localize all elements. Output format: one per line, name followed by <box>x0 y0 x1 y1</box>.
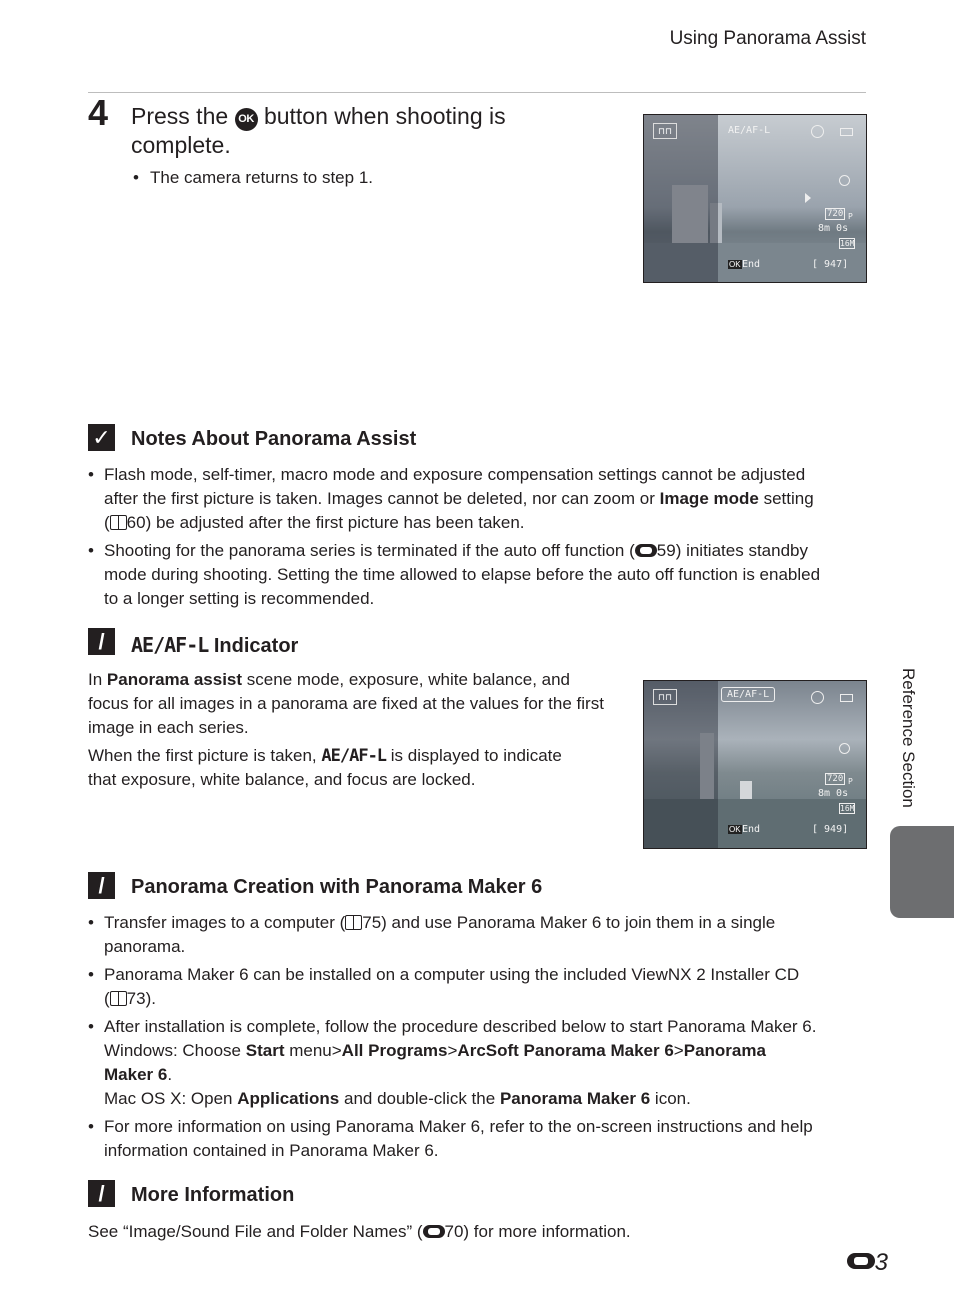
reference-icon <box>423 1225 445 1238</box>
running-header: Using Panorama Assist <box>669 28 866 49</box>
aeaf-title: AE/AF-L Indicator <box>131 633 299 657</box>
battery-icon <box>840 128 853 136</box>
list-item: • For more information on using Panorama Maker 6, refer to the on-screen instructions and help information contained in Panorama Maker 6. <box>88 1115 878 1163</box>
pencil-icon: / <box>88 872 115 899</box>
exposure-count: [ 947] <box>812 259 849 270</box>
reference-icon <box>635 544 657 557</box>
step-instruction <box>131 102 571 160</box>
camera-screen-1 <box>643 114 867 283</box>
maker-title: Panorama Creation with Panorama Maker 6 <box>131 876 543 898</box>
maker-list <box>88 911 878 1167</box>
list-item: • Panorama Maker 6 can be installed on a computer using the included ViewNX 2 Installer CD ( 73). <box>88 963 878 1011</box>
book-icon <box>345 915 362 930</box>
remaining-time: 8m 0s <box>818 788 849 799</box>
video-mode-badge: 720 <box>827 209 844 219</box>
book-icon <box>110 515 127 530</box>
step-bullet-text: The camera returns to step 1. <box>150 168 373 187</box>
notes-list <box>88 463 878 615</box>
pencil-icon: / <box>88 1180 115 1207</box>
step-bullet: • The camera returns to step 1. <box>133 168 373 187</box>
pan-direction-icon <box>805 193 811 203</box>
check-icon: ✓ <box>88 424 115 451</box>
panorama-icon: ⊓⊓ <box>653 689 677 705</box>
list-item: • Flash mode, self-timer, macro mode and exposure compensation settings cannot be adjusted after the first picture is taken. Images cannot be deleted, nor can zoom or Image mode setting ( 60) be adjusted after the first picture has been taken. <box>88 463 878 535</box>
ok-icon: OK <box>729 825 741 834</box>
video-mode-suffix: P <box>848 777 853 786</box>
reference-icon <box>847 1253 875 1269</box>
vibration-icon <box>839 743 850 754</box>
image-size-badge: 16M <box>840 239 855 248</box>
exposure-count: [ 949] <box>812 824 849 835</box>
ok-icon: OK <box>729 260 741 269</box>
section-tab-label: Reference Section <box>899 668 918 808</box>
video-mode-suffix: P <box>848 212 853 221</box>
remaining-time: 8m 0s <box>818 223 849 234</box>
header-divider <box>88 92 866 93</box>
flash-icon <box>811 691 824 704</box>
aeaf-indicator: AE/AF-L <box>721 687 775 702</box>
section-tab <box>890 826 954 918</box>
list-item: • Shooting for the panorama series is terminated if the auto off function ( 59) initiates standby mode during shooting. Setting the time allowed to elapse before the auto off function is enabled to a longer setting is recommended. <box>88 539 878 611</box>
battery-icon <box>840 694 853 702</box>
more-info-title: More Information <box>131 1184 295 1206</box>
notes-title: Notes About Panorama Assist <box>131 428 417 450</box>
camera-screen-2 <box>643 680 867 849</box>
end-label: End <box>742 259 761 270</box>
step-text-before: Press the <box>131 103 229 129</box>
step-text-after: button when shooting is complete. <box>131 103 506 158</box>
pencil-icon: / <box>88 628 115 655</box>
image-size-badge: 16M <box>840 804 855 813</box>
flash-icon <box>811 125 824 138</box>
step-number: 4 <box>88 92 109 133</box>
panorama-icon: ⊓⊓ <box>653 123 677 139</box>
vibration-icon <box>839 175 850 186</box>
aeaf-glyph: AE/AF-L <box>131 633 209 657</box>
video-mode-badge: 720 <box>827 774 844 784</box>
list-item: • After installation is complete, follow the procedure described below to start Panorama Maker 6. Windows: Choose Start menu>All Programs>ArcSoft Panorama Maker 6>Panorama Maker 6. Mac OS X: Open Applications and double-click the Panorama Maker 6 icon. <box>88 1015 878 1111</box>
aeaf-body: In Panorama assist scene mode, exposure, white balance, and focus for all images in a panorama are fixed at the values for the first image in each series. When the first picture is taken, AE/AF-L is displayed to indicate that exposure, white balance, and focus are locked. <box>88 670 604 789</box>
more-info-text: See “Image/Sound File and Folder Names” ( 70) for more information. <box>88 1222 631 1241</box>
end-label: End <box>742 824 761 835</box>
aeaf-glyph: AE/AF-L <box>321 746 387 766</box>
ok-button-icon: OK <box>235 108 258 131</box>
list-item: • Transfer images to a computer ( 75) and use Panorama Maker 6 to join them in a single panorama. <box>88 911 878 959</box>
book-icon <box>110 991 127 1006</box>
aeaf-indicator: AE/AF-L <box>728 125 771 136</box>
page-number: 3 <box>847 1249 888 1277</box>
